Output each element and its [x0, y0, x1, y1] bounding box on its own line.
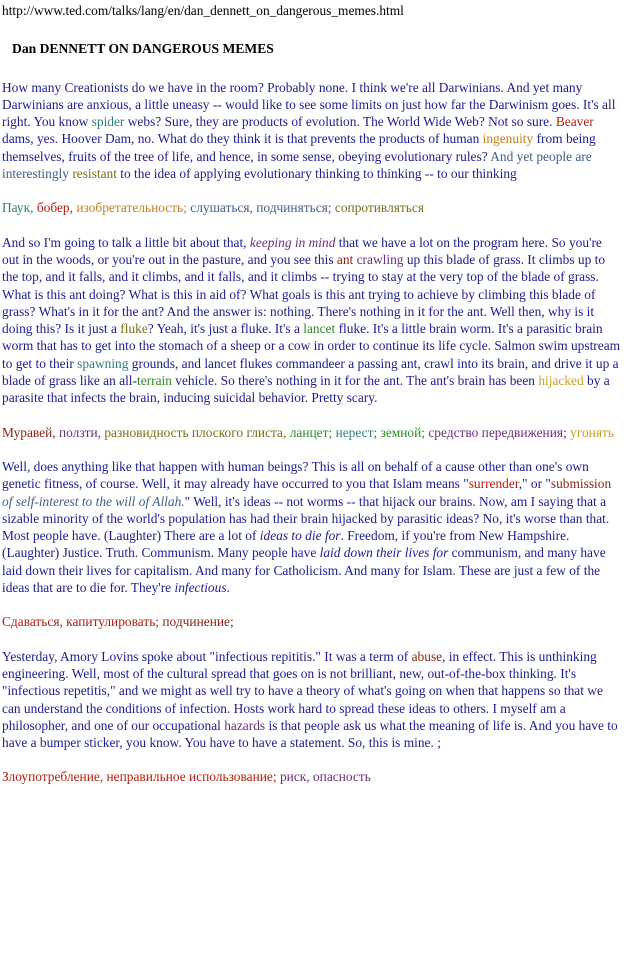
text: dams, yes. Hoover Dam, no. What do they think it is that prevents the products of human [2, 131, 483, 147]
text: ," or " [518, 476, 551, 492]
text: grounds, and lancet flukes commandeer a passing ant, crawl into its brain, and drive it up a blade of grass like an all- [2, 355, 619, 389]
page-title: Dan DENNETT ON DANGEROUS MEMES [12, 41, 274, 57]
gloss-crawl: ползти, [58, 424, 101, 440]
text: to the idea of applying evolutionary thinking to thinking -- to our thinking [116, 166, 517, 182]
gloss-resist: сопротивляться [334, 200, 424, 216]
gloss-ingenuity: изобретательность; [76, 200, 187, 216]
highlight-surrender: surrender [468, 476, 519, 492]
gloss-abuse: Злоупотребление, неправильное использование; [2, 769, 277, 785]
paragraph-4 [2, 648, 622, 752]
gloss-ant: Муравей, [2, 424, 56, 440]
highlight-ingenuity: ingenuity [482, 131, 534, 147]
text: And so I'm going to talk a little bit about that, [2, 234, 250, 250]
highlight-keeping-in-mind: keeping in mind [249, 234, 336, 250]
glossary-1 [2, 199, 622, 216]
highlight-spawning: spawning [77, 355, 129, 371]
gloss-hijack: угонять [570, 424, 614, 440]
glossary-2 [2, 424, 622, 441]
text: . [226, 580, 230, 596]
text: , in effect. This is unthinking engineering. Well, most of the cultural spread that goes on is not brilliant, new, out-of-the-box thinking. It's "infectious repetitis," and we might as well try to have a theory of what's going on when that happens so that we can understand the conditions of infection. Hosts work hard to spread these ideas to others. I myself am a philosopher, and one of our occupational [2, 648, 603, 733]
text: communism, and many have laid down their lives for capitalism. And many for Catholicism. And many for Islam. These are just a few of the ideas that are to die for. They're [2, 545, 606, 596]
highlight-terrain: terrain [136, 373, 172, 389]
text: " Well, it's ideas -- not worms -- that hijack our brains. Now, am I saying that a sizable minority of the world's population has had their brain hijacked by parasitic ideas? No, it's worse than that. Most people have. (Laughter) There are a lot of [2, 493, 610, 544]
gloss-submission: подчинение; [162, 614, 234, 630]
text: webs? Sure, they are products of evolution. The World Wide Web? Not so sure. [124, 114, 556, 130]
highlight-laid-down: laid down their lives for [319, 545, 449, 561]
highlight-resistant: resistant [72, 166, 117, 182]
text: fluke. It's a little brain worm. It's a parasitic brain worm that has to get into the stomach of a sheep or a cow in order to continue its life cycle. Salmon swim upstream to get to their [2, 321, 621, 371]
highlight-spider: spider [91, 114, 125, 130]
text: . Freedom, if you're from New Hampshire. (Laughter) Justice. Truth. Communism. Many people have [2, 528, 570, 561]
gloss-terrain: земной; [380, 424, 425, 440]
highlight-lancet: lancet [303, 321, 336, 337]
glossary-3 [2, 613, 622, 630]
highlight-infectious: infectious [174, 580, 227, 596]
text: Yesterday, Amory Lovins spoke about "infectious repititis." It was a term of [2, 648, 412, 664]
text: How many Creationists do we have in the room? Probably none. I think we're all Darwinians. And yet many Darwinians are anxious, a little uneasy -- would like to see some limits on just how far the Darwinism goes. It's all right. You know [2, 79, 616, 130]
gloss-vehicle: средство передвижения; [428, 424, 567, 440]
highlight-interestingly: And yet people are interestingly [2, 148, 592, 182]
highlight-beaver: Beaver [555, 114, 594, 130]
text: ? Yeah, it's just a fluke. It's a [147, 321, 304, 337]
highlight-self-interest: of self-interest to the will of Allah. [2, 493, 185, 509]
source-url: http://www.ted.com/talks/lang/en/dan_dennett_on_dangerous_memes.html [2, 3, 404, 18]
gloss-beaver: бобер, [36, 200, 73, 216]
gloss-lancet: ланцет; [289, 424, 333, 440]
text: from being themselves, fruits of the tree of life, and hence, in some sense, obeying evolutionary rules? [2, 131, 596, 164]
highlight-ideas-to-die-for: ideas to die for [259, 528, 341, 544]
highlight-ant: ant [336, 251, 354, 267]
highlight-abuse: abuse [411, 648, 443, 664]
paragraph-3 [2, 458, 622, 596]
highlight-hijacked: hijacked [538, 373, 584, 389]
gloss-fluke: разновидность плоского глиста, [104, 424, 287, 440]
glossary-4 [2, 768, 622, 785]
text: vehicle. So there's nothing in it for the ant. The ant's brain has been [171, 373, 539, 389]
text: is that people ask us what the meaning of life is. And you have to have a bumper sticker, you know. You have to have a statement. So, this is mine. ; [2, 717, 618, 751]
highlight-hazards: hazards [224, 717, 266, 733]
paragraph-2 [2, 234, 622, 407]
text: that we have a lot on the program here. So you're out in the woods, or you're out in the pasture, and you see this [2, 234, 602, 267]
highlight-crawling: crawling [356, 251, 404, 267]
gloss-spider: Паук, [2, 200, 34, 216]
gloss-obey: слушаться, подчиняться; [190, 200, 332, 216]
gloss-spawning: нерест; [335, 424, 378, 440]
gloss-hazard: риск, опасность [279, 769, 371, 785]
text: by a parasite that infects the brain, inducing suicidal behavior. Pretty scary. [2, 373, 610, 406]
highlight-submission: submission [550, 476, 612, 492]
text: up this blade of grass. It climbs up to the top, and it falls, and it climbs, and it falls, and it climbs -- trying to stay at the very top of the blade of grass. What is this ant doing? What is this in aid of? What goals is this ant trying to achieve by climbing this blade of grass? What's in it for the ant? And the answer is: nothing. There's nothing in it for the ant. Well then, why is it doing this? Is it just a [2, 251, 606, 337]
highlight-fluke: fluke [120, 321, 148, 337]
text: Well, does anything like that happen with human beings? This is all on behalf of a cause other than one's own genetic fitness, of course. Well, it may already have occurred to you that Islam means " [2, 458, 589, 492]
gloss-surrender: Сдаваться, капитулировать; [2, 614, 160, 630]
paragraph-1 [2, 79, 622, 183]
